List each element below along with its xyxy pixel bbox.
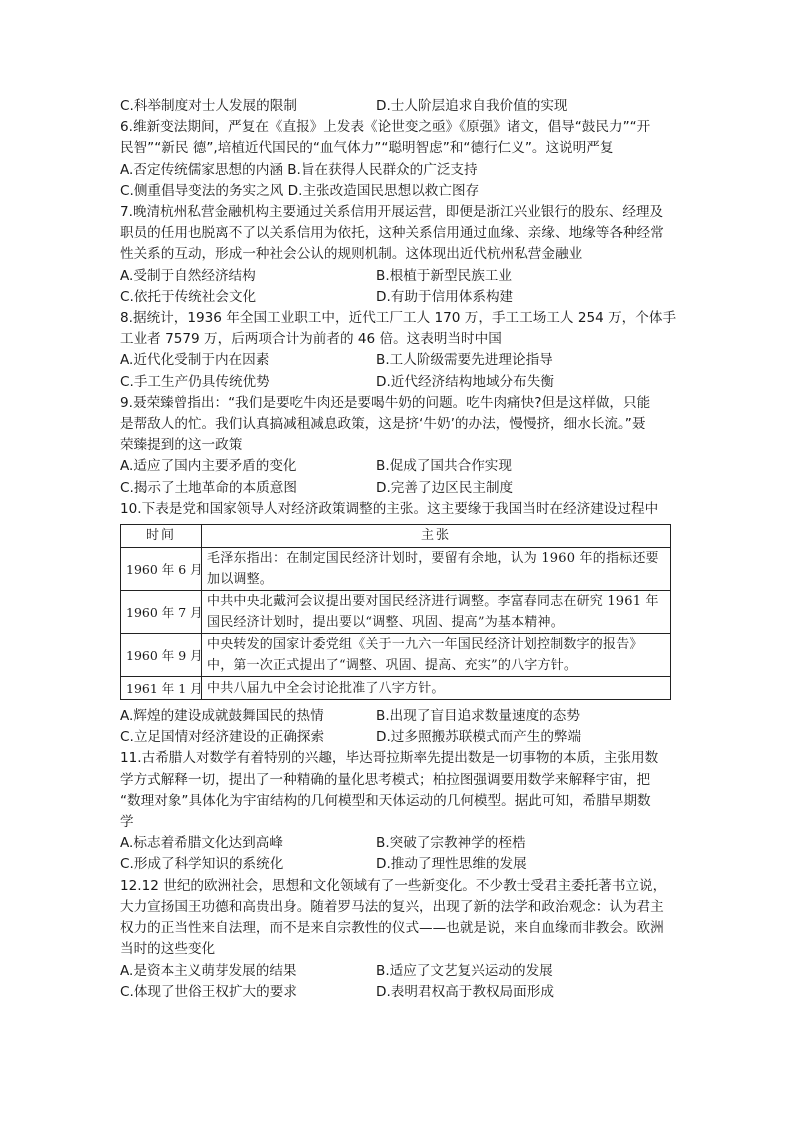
option-c[interactable]: C.形成了科学知识的系统化 bbox=[120, 856, 284, 873]
table-header-time: 时间 bbox=[121, 525, 202, 548]
option-b[interactable]: B.根植于新型民族工业 bbox=[376, 267, 512, 284]
option-d[interactable]: D.有助于信用体系构建 bbox=[376, 288, 514, 305]
option-d[interactable]: D.完善了边区民主制度 bbox=[376, 479, 514, 496]
exam-page bbox=[120, 96, 676, 1003]
question-stem-line: 12.12 世纪的欧洲社会，思想和文化领域有了一些新变化。不少教士受君主委托著书立说， bbox=[120, 877, 667, 894]
policy-table bbox=[120, 524, 671, 700]
option-cd[interactable]: C.侧重倡导变法的务实之风 D.主张改造国民思想以救亡图存 bbox=[120, 182, 480, 199]
question-stem-line: 民智”“新民 德”,培植近代国民的“血气体力”“聪明智虑”和“德行仁义”。这说明严复 bbox=[120, 140, 614, 157]
question-6 bbox=[120, 117, 676, 202]
question-stem-line: 11.古希腊人对数学有着特别的兴趣，毕达哥拉斯率先提出数是一切事物的本质，主张用数 bbox=[120, 750, 659, 767]
option-b[interactable]: B.出现了盲目追求数量速度的态势 bbox=[376, 708, 580, 725]
option-d[interactable]: D.近代经济结构地域分布失衡 bbox=[376, 373, 554, 390]
option-d[interactable]: D.士人阶层追求自我价值的实现 bbox=[376, 98, 568, 114]
option-c[interactable]: C.科举制度对士人发展的限制 bbox=[120, 98, 297, 114]
table-cell-time: 1960 年 9 月 bbox=[121, 634, 202, 677]
question-10 bbox=[120, 499, 676, 749]
option-d[interactable]: D.表明君权高于教权局面形成 bbox=[376, 983, 554, 1000]
question-stem-line: 6.维新变法期间，严复在《直报》上发表《论世变之亟》《原强》诸文，倡导“鼓民力”“开 bbox=[120, 119, 651, 136]
question-9 bbox=[120, 393, 676, 499]
question-stem-line: 学 bbox=[120, 814, 134, 831]
option-a[interactable]: A.适应了国内主要矛盾的变化 bbox=[120, 458, 297, 475]
question-stem-line: 职员的任用也脱离不了以关系信用为依托，这种关系信用通过血缘、亲缘、地缘等各种经常 bbox=[120, 225, 664, 242]
option-c[interactable]: C.立足国情对经济建设的正确探索 bbox=[120, 729, 325, 746]
table-cell-claim: 中央转发的国家计委党组《关于一九六一年国民经济计划控制数字的报告》中，第一次正式提出了“调整、巩固、提高、充实”的八字方针。 bbox=[202, 634, 671, 677]
option-a[interactable]: A.受制于自然经济结构 bbox=[120, 267, 256, 284]
question-7 bbox=[120, 202, 676, 308]
question-stem-line: 学方式解释一切，提出了一种精确的量化思考模式；柏拉图强调要用数学来解释宇宙，把 bbox=[120, 771, 651, 788]
option-b[interactable]: B.工人阶级需要先进理论指导 bbox=[376, 352, 553, 369]
question-stem-line: 权力的正当性来自法理，而不是来自宗教性的仪式——也就是说，来自血缘而非教会。欧洲 bbox=[120, 920, 664, 937]
question-stem-line: “数理对象”具体化为宇宙结构的几何模型和天体运动的几何模型。据此可知，希腊早期数 bbox=[120, 792, 651, 809]
question-stem-line: 是帮敌人的忙。我们认真搞减租减息政策，这是挤‘牛奶’的办法，慢慢挤，细水长流。”聂 bbox=[120, 416, 646, 433]
option-c[interactable]: C.依托于传统社会文化 bbox=[120, 288, 257, 305]
question-12 bbox=[120, 876, 676, 1003]
question-stem-line: 当时的这些变化 bbox=[120, 941, 216, 958]
table-row bbox=[121, 591, 671, 634]
table-cell-time: 1961 年 1 月 bbox=[121, 677, 202, 700]
question-stem-line: 9.聂荣臻曾指出：“我们是要吃牛肉还是要喝牛奶的问题。吃牛肉痛快?但是这样做，只能 bbox=[120, 394, 651, 411]
question-stem-line: 性关系的互动，形成一种社会公认的规则机制。这体现出近代杭州私营金融业 bbox=[120, 246, 583, 263]
question-stem-line: 大力宣扬国王功德和高贵出身。随着罗马法的复兴，出现了新的法学和政治观念：认为君主 bbox=[120, 898, 664, 915]
question-stem-line: 7.晚清杭州私营金融机构主要通过关系信用开展运营，即便是浙江兴业银行的股东、经理及 bbox=[120, 204, 664, 221]
question-8 bbox=[120, 308, 676, 393]
table-cell-claim: 中共中央北戴河会议提出要对国民经济进行调整。李富春同志在研究 1961 年国民经济计划时，提出要以“调整、巩固、提高”为基本精神。 bbox=[202, 591, 671, 634]
option-a[interactable]: A.标志着希腊文化达到高峰 bbox=[120, 835, 283, 852]
question-stem-line: 10.下表是党和国家领导人对经济政策调整的主张。这主要缘于我国当时在经济建设过程中 bbox=[120, 500, 659, 517]
option-c[interactable]: C.揭示了土地革命的本质意图 bbox=[120, 479, 297, 496]
option-d[interactable]: D.推动了理性思维的发展 bbox=[376, 856, 527, 873]
option-b[interactable]: B.适应了文艺复兴运动的发展 bbox=[376, 962, 553, 979]
question-11 bbox=[120, 748, 676, 875]
option-b[interactable]: B.促成了国共合作实现 bbox=[376, 458, 512, 475]
option-a[interactable]: A.近代化受制于内在因素 bbox=[120, 352, 270, 369]
table-cell-time: 1960 年 6 月 bbox=[121, 548, 202, 591]
option-c[interactable]: C.手工生产仍具传统优势 bbox=[120, 373, 270, 390]
option-ab[interactable]: A.否定传统儒家思想的内涵 B.旨在获得人民群众的广泛支持 bbox=[120, 161, 478, 178]
table-cell-claim: 中共八届九中全会讨论批准了八字方针。 bbox=[202, 677, 671, 700]
question-stem-line: 工业者 7579 万，后两项合计为前者的 46 倍。这表明当时中国 bbox=[120, 331, 502, 348]
table-header-claim: 主张 bbox=[202, 525, 671, 548]
option-a[interactable]: A.是资本主义萌芽发展的结果 bbox=[120, 962, 297, 979]
question-stem-line: 荣臻提到的这一政策 bbox=[120, 437, 243, 454]
option-b[interactable]: B.突破了宗教神学的桎梏 bbox=[376, 835, 526, 852]
prev-question-options bbox=[120, 96, 676, 117]
table-row bbox=[121, 677, 671, 700]
question-stem-line: 8.据统计，1936 年全国工业职工中，近代工厂工人 170 万，手工工场工人 254 万，个体手 bbox=[120, 310, 676, 327]
option-c[interactable]: C.体现了世俗王权扩大的要求 bbox=[120, 983, 297, 1000]
table-cell-claim: 毛泽东指出：在制定国民经济计划时，要留有余地，认为 1960 年的指标还要加以调整。 bbox=[202, 548, 671, 591]
table-header-row bbox=[121, 525, 671, 548]
option-a[interactable]: A.辉煌的建设成就鼓舞国民的热情 bbox=[120, 708, 324, 725]
table-cell-time: 1960 年 7 月 bbox=[121, 591, 202, 634]
table-row bbox=[121, 548, 671, 591]
option-d[interactable]: D.过多照搬苏联模式而产生的弊端 bbox=[376, 729, 582, 746]
table-row bbox=[121, 634, 671, 677]
